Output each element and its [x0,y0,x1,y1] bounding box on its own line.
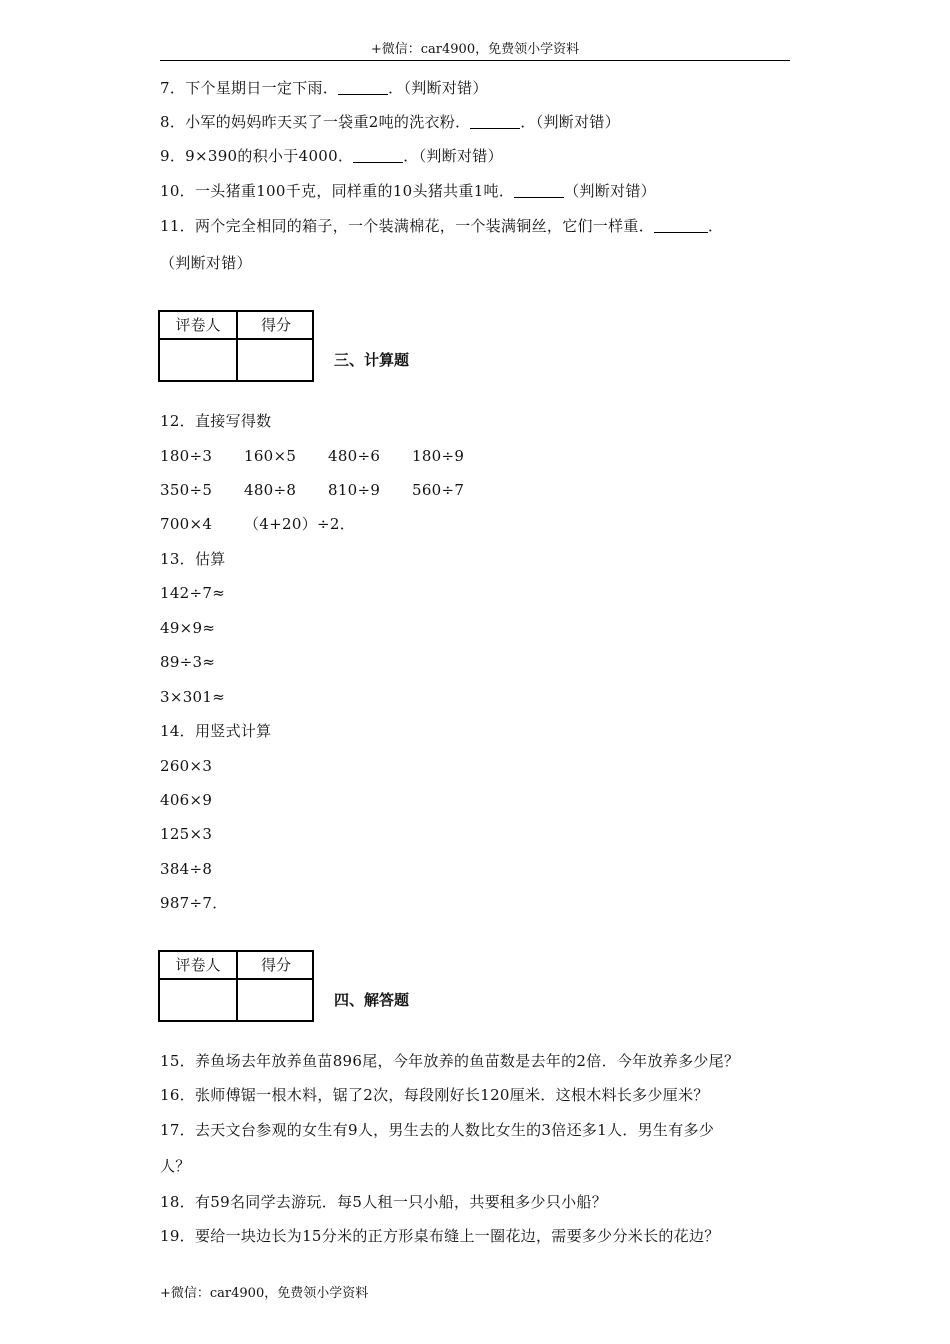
question-9: 9．9×390的积小于4000． ．（判断对错） [160,147,503,165]
page-header: +微信：car4900，免费领小学资料 [370,42,580,57]
score-box-column-divider [236,952,238,1020]
problem-15: 15．养鱼场去年放养鱼苗896尾，今年放养的鱼苗数是去年的2倍．今年放养多少尾？ [160,1052,740,1070]
question-7: 7．下个星期日一定下雨． ．（判断对错） [160,79,488,97]
score-box [158,310,314,382]
answer-blank[interactable] [338,80,388,95]
section-title-calc: 三、计算题 [334,351,410,369]
page-footer: +微信：car4900，免费领小学资料 [160,1286,369,1301]
section-title-answer: 四、解答题 [334,991,410,1009]
reviewer-label: 评卷人 [175,316,221,334]
question-8: 8．小军的妈妈昨天买了一袋重2吨的洗衣粉． ．（判断对错） [160,113,621,131]
problem-17: 17．去天文台参观的女生有9人，男生去的人数比女生的3倍还多1人．男生有多少 [160,1121,715,1139]
question-10: 10．一头猪重100千克，同样重的10头猪共重1吨． （判断对错） [160,182,656,200]
q14-title: 14．用竖式计算 [160,722,272,740]
q14-item: 406×9 [160,791,213,809]
q12-title: 12．直接写得数 [160,412,272,430]
q13-item: 3×301≈ [160,688,226,706]
q12-row: 180÷3 160×5 480÷6 180÷9 [160,447,465,465]
reviewer-label: 评卷人 [175,956,221,974]
q13-title: 13．估算 [160,550,226,568]
question-11: 11．两个完全相同的箱子，一个装满棉花，一个装满铜丝，它们一样重． ． [160,217,724,235]
q12-row: 700×4 （4+20）÷2． [160,515,356,533]
q14-item: 987÷7． [160,894,228,912]
q12-row: 350÷5 480÷8 810÷9 560÷7 [160,481,465,499]
answer-blank[interactable] [514,183,564,198]
q14-item: 384÷8 [160,860,213,878]
header-rule [160,60,790,61]
q13-item: 49×9≈ [160,619,216,637]
problem-17-tail: 人？ [160,1157,191,1175]
answer-blank[interactable] [654,218,708,233]
problem-16: 16．张师傅锯一根木料，锯了2次，每段刚好长120厘米．这根木料长多少厘米？ [160,1086,709,1104]
problem-19: 19．要给一块边长为15分米的正方形桌布缝上一圈花边，需要多少分米长的花边？ [160,1227,720,1245]
problem-18: 18．有59名同学去游玩．每5人租一只小船，共要租多少只小船？ [160,1193,608,1211]
q14-item: 260×3 [160,757,213,775]
score-label: 得分 [260,956,291,974]
q14-item: 125×3 [160,825,213,843]
question-11-tail: （判断对错） [160,254,252,272]
score-box-column-divider [236,312,238,380]
score-box [158,950,314,1022]
answer-blank[interactable] [353,148,403,163]
q13-item: 89÷3≈ [160,653,216,671]
answer-blank[interactable] [470,114,520,129]
q13-item: 142÷7≈ [160,584,226,602]
score-label: 得分 [260,316,291,334]
